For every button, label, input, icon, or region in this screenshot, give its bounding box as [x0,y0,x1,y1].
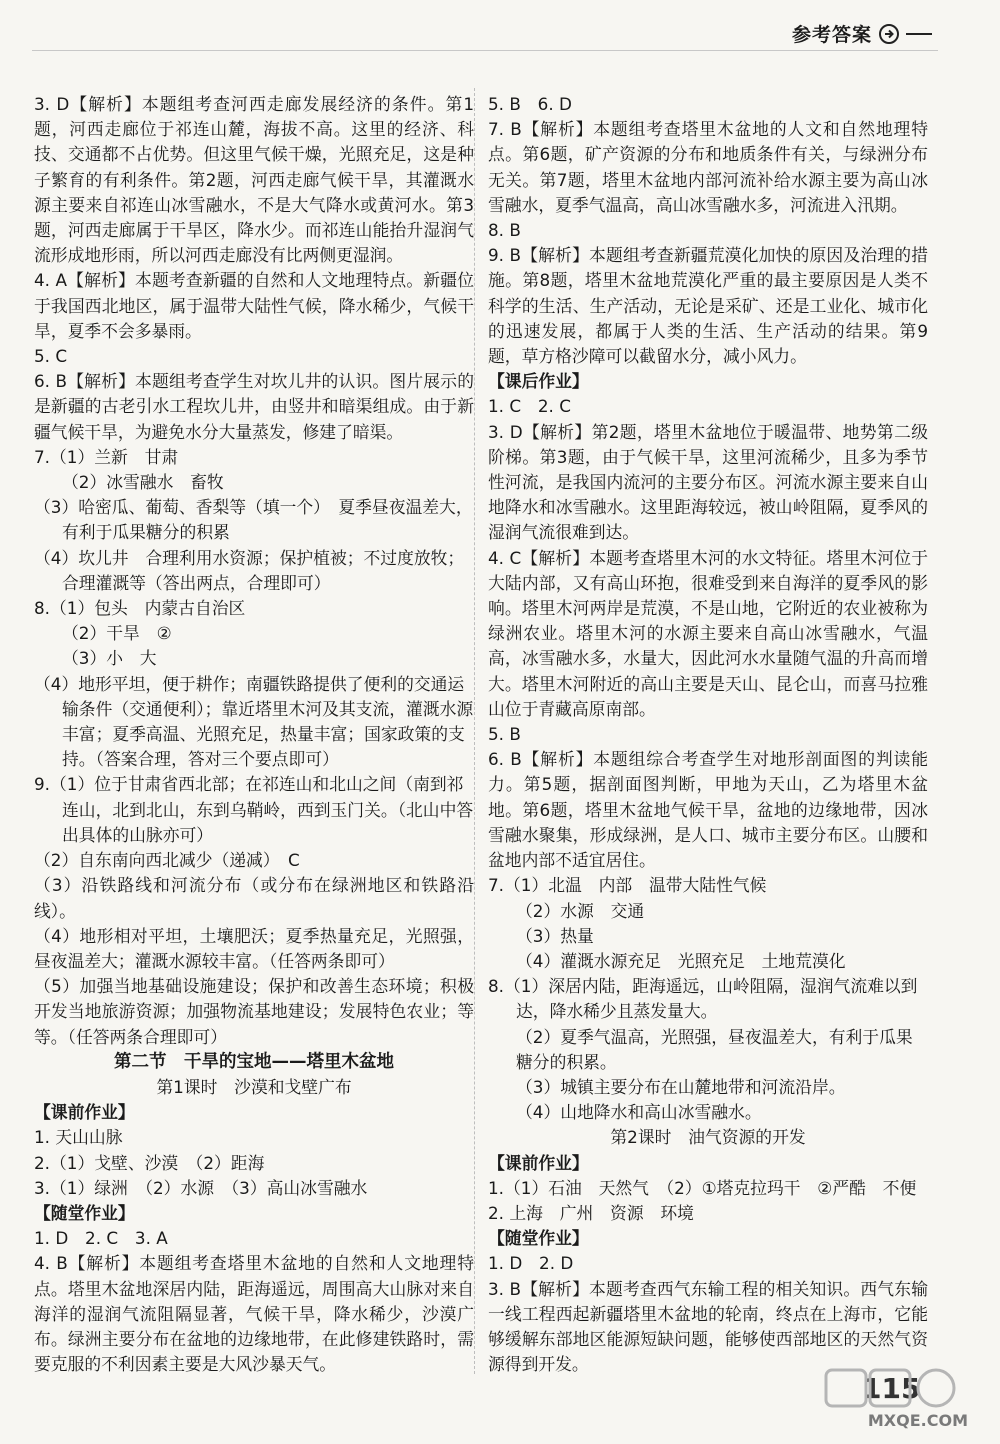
answer-subitem: （4）灌溉水源充足 光照充足 土地荒漠化 [516,950,846,971]
answer-paragraph: 3.（1）绿洲 （2）水源 （3）高山冰雪融水 [34,1177,368,1198]
answer-paragraph: 3. B【解析】本题考查西气东输工程的相关知识。西气东输一线工程西起新疆塔里木盆地的轮南，终点在上海市，它能够缓解东部地区能源短缺问题，能够使西部地区的天然气资源得到开发。 [488,1278,928,1375]
homework-tag: 【课后作业】 [488,371,589,392]
answer-paragraph: 1. D 2. D [488,1253,574,1274]
answer-subitem: （3）城镇主要分布在山麓地带和河流沿岸。 [516,1076,846,1097]
answer-paragraph: 5. C [34,346,68,367]
lesson-title: 第1课时 沙漠和戈壁广布 [156,1076,352,1097]
answer-subitem: （3）哈密瓜、葡萄、香梨等（填一个） 夏季昼夜温差大，有利于瓜果糖分的积累 [34,497,473,543]
answer-paragraph: 8. B [488,220,521,241]
answer-subitem: （4）山地降水和高山冰雪融水。 [516,1102,762,1123]
left-column [34,92,474,1377]
answer-subitem: （3）小 大 [62,648,157,669]
answer-paragraph: 6. B【解析】本题组综合考查学生对地形剖面图的判读能力。第5题，据剖面图判断，甲地为天山，乙为塔里木盆地。第6题，塔里木盆地气候干旱，盆地的边缘地带，因冰雪融水聚集，形成绿洲，是人口、城市主要分布区。山腰和盆地内部不适宜居住。 [488,749,928,871]
answer-paragraph: 4. A【解析】本题考查新疆的自然和人文地理特点。新疆位于我国西北地区，属于温带大陆性气候，降水稀少，气候干旱，夏季不会多暴雨。 [34,270,474,341]
watermark-text: MXQE.COM [867,1411,968,1430]
answer-subitem: （4）地形平坦，便于耕作；南疆铁路提供了便利的交通运输条件（交通便利）；靠近塔里木河及其支流，灌溉水源丰富；夏季高温、光照充足，热量丰富；国家政策的支持。（答案合理，答对三个要点即可） [34,673,474,770]
section-title: 第二节 干旱的宝地——塔里木盆地 [114,1051,394,1072]
answer-subitem: （2）冰雪融水 畜牧 [62,472,224,493]
page-header [792,20,932,47]
answer-paragraph: 4. C【解析】本题考查塔里木河的水文特征。塔里木河位于大陆内部，又有高山环抱，很难受到来自海洋的夏季风的影响。塔里木河两岸是荒漠，不是山地，它附近的农业被称为绿洲农业。塔里木河的水源主要来自高山冰雪融水，气温高，冰雪融水多，水量大，因此河水水量随气温的升高而增大。塔里木河附近的高山主要是天山、昆仑山，而喜马拉雅山位于青藏高原南部。 [488,547,928,719]
answer-subitem: 8.（1）深居内陆，距海遥远，山岭阻隔，湿润气流难以到达，降水稀少且蒸发量大。 [488,976,918,1022]
answer-paragraph: 6. B【解析】本题组考查学生对坎儿井的认识。图片展示的是新疆的古老引水工程坎儿井，由竖井和暗渠组成。由于新疆气候干旱，为避免水分大量蒸发，修建了暗渠。 [34,371,474,442]
right-column [488,92,928,1377]
answer-subitem: （2）水源 交通 [516,900,645,921]
answer-paragraph: 1. D 2. C 3. A [34,1228,168,1249]
answer-paragraph: 1. 天山山脉 [34,1127,123,1148]
answer-paragraph: 8.（1）包头 内蒙古自治区 [34,598,246,619]
answer-paragraph: 4. B【解析】本题组考查塔里木盆地的自然和人文地理特点。塔里木盆地深居内陆，距海遥远，周围高大山脉对来自海洋的湿润气流阻隔显著，气候干旱，降水稀少，沙漠广布。绿洲主要分布在盆地的边缘地带，在此修建铁路时，需要克服的不利因素主要是大风沙暴天气。 [34,1253,474,1375]
answer-paragraph: 9. B【解析】本题组考查新疆荒漠化加快的原因及治理的措施。第8题，塔里木盆地荒漠化严重的最主要原因是人类不科学的生活、生产活动，无论是采矿、还是工业化、城市化的迅速发展，都属于人类的生活、生产活动的结果。第9题，草方格沙障可以截留水分，减小风力。 [488,245,928,367]
header-dash-icon [906,32,932,36]
header-rule [32,50,938,51]
answer-paragraph: 5. B 6. D [488,94,572,114]
homework-tag: 【课前作业】 [34,1102,135,1123]
answer-paragraph: 7.（1）兰新 甘肃 [34,446,179,467]
answer-paragraph: （4）地形相对平坦，土壤肥沃；夏季热量充足，光照强，昼夜温差大；灌溉水源较丰富。（任答两条即可） [34,925,474,971]
answer-paragraph: （3）沿铁路线和河流分布（或分布在绿洲地区和铁路沿线）。 [34,875,474,921]
page-number: 115 [862,1372,921,1405]
header-title: 参考答案 [791,24,872,46]
answer-subitem: 9.（1）位于甘肃省西北部；在祁连山和北山之间（南到祁连山，北到北山，东到乌鞘岭，西到玉门关。（北山中答出具体的山脉亦可） [34,774,474,845]
answer-paragraph: 7.（1）北温 内部 温带大陆性气候 [488,875,767,896]
answer-subitem: （2）干旱 ② [62,623,172,644]
answer-paragraph: 1. C 2. C [488,396,571,417]
watermark-logo [804,1364,974,1434]
answer-paragraph: 3. D【解析】第2题，塔里木盆地位于暖温带、地势第二级阶梯。第3题，由于气候干旱，这里河流稀少，且多为季节性河流，是我国内流河的主要分布区。河流水源主要来自山地降水和冰雪融水。这里距海较远，被山岭阻隔，夏季风的湿润气流很难到达。 [488,421,928,543]
answer-paragraph: 5. B [488,724,521,745]
answer-subitem: （3）热量 [516,925,594,946]
arrow-circle-icon [878,23,900,45]
answer-paragraph: （2）自东南向西北减少（递减） C [34,850,300,871]
answer-paragraph: 3. D【解析】本题组考查河西走廊发展经济的条件。第1题，河西走廊位于祁连山麓，海拔不高。这里的经济、科技、交通都不占优势。但这里气候干燥，光照充足，这是种子繁育的有利条件。第2题，河西走廊气候干旱，其灌溉水源主要来自祁连山冰雪融水，不是大气降水或黄河水。第3题，河西走廊属于干旱区，降水少。而祁连山能抬升湿润气流形成地形雨，所以河西走廊没有比两侧更湿润。 [34,94,474,266]
homework-tag: 【随堂作业】 [488,1228,589,1249]
column-divider [474,88,475,1374]
answer-subitem: （2）夏季气温高，光照强，昼夜温差大，有利于瓜果糖分的积累。 [516,1026,913,1072]
homework-tag: 【课前作业】 [488,1152,589,1173]
answer-paragraph: （5）加强当地基础设施建设；保护和改善生态环境；积极开发当地旅游资源；加强物流基地建设；发展特色农业；等等。（任答两条合理即可） [34,976,474,1047]
answer-paragraph: 7. B【解析】本题组考查塔里木盆地的人文和自然地理特点。第6题，矿产资源的分布和地质条件有关，与绿洲分布无关。第7题，塔里木盆地内部河流补给水源主要为高山冰雪融水，夏季气温高，高山冰雪融水多，河流进入汛期。 [488,119,928,215]
answer-subitem: （4）坎儿井 合理利用水资源；保护植被；不过度放牧；合理灌溉等（答出两点，合理即可） [34,547,465,593]
answer-paragraph: 2. 上海 广州 资源 环境 [488,1202,694,1223]
answer-paragraph: 2.（1）戈壁、沙漠 （2）距海 [34,1152,265,1173]
homework-tag: 【随堂作业】 [34,1202,135,1223]
answer-paragraph: 1.（1）石油 天然气 （2）①塔克拉玛干 ②严酷 不便 [488,1177,917,1198]
lesson-title: 第2课时 油气资源的开发 [610,1127,806,1148]
